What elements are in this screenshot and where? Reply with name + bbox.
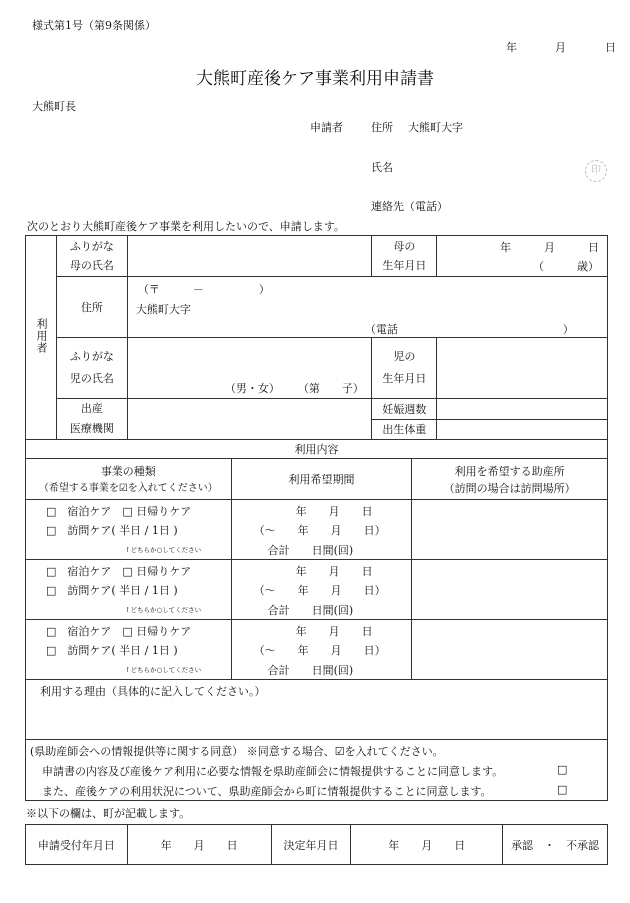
seal-mark: 印 <box>585 160 607 182</box>
date-month-label: 月 <box>555 41 566 54</box>
usage-row <box>26 500 608 560</box>
office-table <box>25 824 608 865</box>
applicant-contact-label: 連絡先（電話） <box>371 200 448 213</box>
usage-table <box>25 439 608 801</box>
addressee: 大熊町長 <box>32 100 76 113</box>
period-to: （～ 年 月 日） <box>253 644 386 657</box>
mother-dob-ymd: 年 月 日 <box>500 241 599 254</box>
reason-cell[interactable] <box>26 680 608 740</box>
intro-text: 次のとおり大熊町産後ケア事業を利用したいので、申請します。 <box>27 220 345 233</box>
period-from: 年 月 日 <box>295 565 373 578</box>
period-total: 合計 日間(回) <box>267 604 354 617</box>
user-phone: （電話 ） <box>364 323 574 336</box>
decision-date-value[interactable]: 年 月 日 <box>351 825 503 865</box>
form-number: 様式第1号（第9条関係） <box>32 19 156 32</box>
birth-facility-label: 出産 医療機関 <box>56 399 127 440</box>
date-year-label: 年 <box>506 41 517 54</box>
period-to: （～ 年 月 日） <box>253 524 386 537</box>
date-day-label: 日 <box>605 41 616 54</box>
received-date-value[interactable]: 年 月 日 <box>127 825 271 865</box>
child-name-label: ふりがな 児の氏名 <box>56 338 127 399</box>
mother-dob-label: 母の 生年月日 <box>372 236 437 277</box>
usage-section-title: 利用内容 <box>26 440 608 459</box>
birth-weight-label: 出生体重 <box>372 419 437 440</box>
user-address-label: 住所 <box>56 277 127 338</box>
period-to: （～ 年 月 日） <box>253 584 386 597</box>
consent-item-2: また、産後ケアの利用状況について、県助産師会から町に情報提供することに同意します。 <box>42 785 492 798</box>
usage-facility-cell[interactable] <box>412 560 608 620</box>
mother-name-field[interactable] <box>127 236 372 277</box>
consent-checkbox-2[interactable]: □ <box>557 783 568 796</box>
postal-code: （〒 － ） <box>137 283 270 296</box>
col-period-header: 利用希望期間 <box>231 459 412 500</box>
consent-checkbox-1[interactable]: □ <box>557 763 568 776</box>
usage-facility-cell[interactable] <box>412 500 608 560</box>
usage-row <box>26 560 608 620</box>
visit-options[interactable]: □ 訪問ケア( 半日 / 1日 ) <box>46 524 178 537</box>
usage-row <box>26 620 608 680</box>
usage-period-cell[interactable] <box>231 620 412 680</box>
user-info-table <box>25 235 608 440</box>
mother-dob-field[interactable] <box>437 236 608 277</box>
gestation-field[interactable] <box>437 399 608 420</box>
visit-options[interactable]: □ 訪問ケア( 半日 / 1日 ) <box>46 584 178 597</box>
stay-options[interactable]: □ 宿泊ケア □ 日帰りケア <box>46 565 192 578</box>
col-type-header: 事業の種類 （希望する事業を☑を入れてください） <box>26 459 232 500</box>
usage-facility-cell[interactable] <box>412 620 608 680</box>
user-address-field[interactable] <box>127 277 607 338</box>
child-dob-field[interactable] <box>437 338 608 399</box>
consent-cell <box>26 740 608 801</box>
col-facility-header: 利用を希望する助産所 （訪問の場合は訪問場所） <box>412 459 608 500</box>
child-dob-label: 児の 生年月日 <box>372 338 437 399</box>
visit-options[interactable]: □ 訪問ケア( 半日 / 1日 ) <box>46 644 178 657</box>
mother-name-label: ふりがな 母の氏名 <box>56 236 127 277</box>
applicant-label: 申請者 <box>310 121 343 134</box>
period-total: 合計 日間(回) <box>267 664 354 677</box>
form-title: 大熊町産後ケア事業利用申請書 <box>196 69 434 89</box>
decision-date-label: 決定年月日 <box>271 825 351 865</box>
stay-options[interactable]: □ 宿泊ケア □ 日帰りケア <box>46 505 192 518</box>
reason-label: 利用する理由（具体的に記入してください。） <box>40 685 266 698</box>
mother-age: （ 歳） <box>533 260 599 273</box>
period-total: 合計 日間(回) <box>267 544 354 557</box>
received-date-label: 申請受付年月日 <box>26 825 128 865</box>
usage-period-cell[interactable] <box>231 500 412 560</box>
usage-type-cell[interactable] <box>26 620 232 680</box>
applicant-name-label: 氏名 <box>371 161 393 174</box>
child-sex: （男・女） <box>224 382 280 395</box>
user-address-value: 大熊町大字 <box>135 303 191 316</box>
period-from: 年 月 日 <box>295 625 373 638</box>
period-from: 年 月 日 <box>295 505 373 518</box>
birth-facility-field[interactable] <box>127 399 372 440</box>
choose-hint: ↑どちらか○してください <box>125 606 202 614</box>
usage-period-cell[interactable] <box>231 560 412 620</box>
birth-weight-field[interactable] <box>437 419 608 440</box>
office-note: ※以下の欄は、町が記載します。 <box>26 807 191 820</box>
consent-title: (県助産師会への情報提供等に関する同意） ※同意する場合、☑を入れてください。 <box>30 745 444 758</box>
user-side-label: 利用者 <box>26 236 57 440</box>
applicant-address-label: 住所 <box>371 121 393 134</box>
stay-options[interactable]: □ 宿泊ケア □ 日帰りケア <box>46 625 192 638</box>
choose-hint: ↑どちらか○してください <box>125 546 202 554</box>
approval-result[interactable]: 承認 ・ 不承認 <box>503 825 608 865</box>
usage-type-cell[interactable] <box>26 500 232 560</box>
consent-item-1: 申請書の内容及び産後ケア利用に必要な情報を県助産師会に情報提供することに同意します。 <box>42 765 504 778</box>
usage-type-cell[interactable] <box>26 560 232 620</box>
child-name-field[interactable] <box>127 338 372 399</box>
choose-hint: ↑どちらか○してください <box>125 666 202 674</box>
gestation-label: 妊娠週数 <box>372 399 437 420</box>
child-order: （第 子） <box>297 382 364 395</box>
applicant-address-value[interactable]: 大熊町大字 <box>408 121 463 134</box>
